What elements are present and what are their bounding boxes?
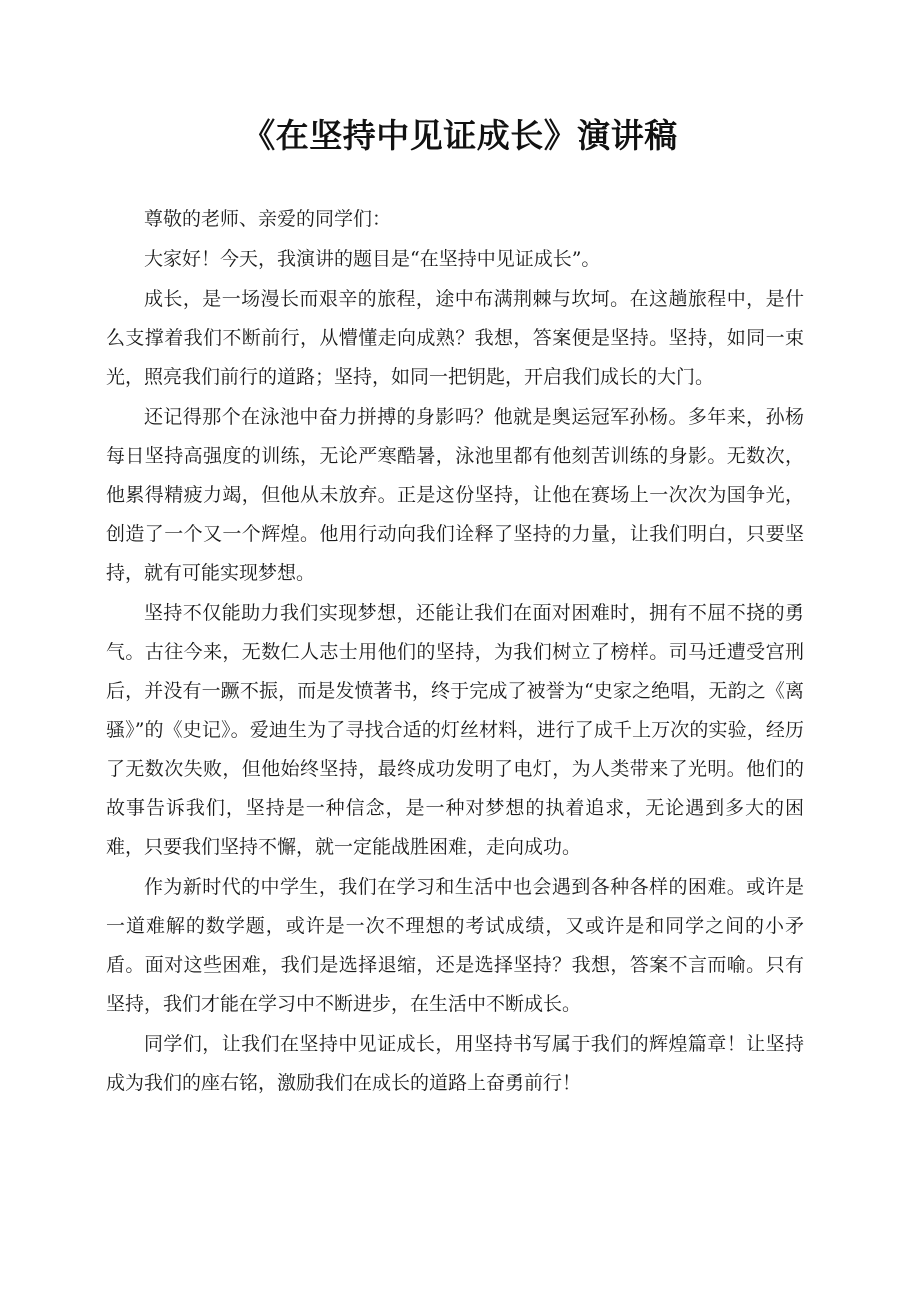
- paragraph: 作为新时代的中学生，我们在学习和生活中也会遇到各种各样的困难。或许是一道难解的数学题，或许是一次不理想的考试成绩，又或许是和同学之间的小矛盾。面对这些困难，我们是选择退缩，还是选择坚持？我想，答案不言而喻。只有坚持，我们才能在学习中不断进步，在生活中不断成长。: [106, 876, 804, 1015]
- paragraph-salutation: 尊敬的老师、亲爱的同学们：: [144, 208, 392, 230]
- paragraph: 坚持不仅能助力我们实现梦想，还能让我们在面对困难时，拥有不屈不挠的勇气。古往今来，无数仁人志士用他们的坚持，为我们树立了榜样。司马迁遭受宫刑后，并没有一蹶不振，而是发愤著书，终于完成了被誉为“史家之绝唱，无韵之《离骚》”的《史记》。爱迪生为了寻找合适的灯丝材料，进行了成千上万次的实验，经历了无数次失败，但他始终坚持，最终成功发明了电灯，为人类带来了光明。他们的故事告诉我们，坚持是一种信念，是一种对梦想的执着追求，无论遇到多大的困难，只要我们坚持不懈，就一定能战胜困难，走向成功。: [106, 602, 804, 858]
- paragraph-closing: 同学们，让我们在坚持中见证成长，用坚持书写属于我们的辉煌篇章！让坚持成为我们的座右铭，激励我们在成长的道路上奋勇前行！: [106, 1033, 804, 1094]
- paragraph: 还记得那个在泳池中奋力拼搏的身影吗？他就是奥运冠军孙杨。多年来，孙杨每日坚持高强度的训练，无论严寒酷暑，泳池里都有他刻苦训练的身影。无数次，他累得精疲力竭，但他从未放弃。正是这份坚持，让他在赛场上一次次为国争光，创造了一个又一个辉煌。他用行动向我们诠释了坚持的力量，让我们明白，只要坚持，就有可能实现梦想。: [106, 406, 804, 584]
- document-title: 《在坚持中见证成长》演讲稿: [242, 116, 678, 155]
- paragraph-greeting: 大家好！今天，我演讲的题目是“在坚持中见证成长”。: [144, 248, 601, 270]
- speech-body: [106, 200, 804, 1104]
- paragraph: 成长，是一场漫长而艰辛的旅程，途中布满荆棘与坎坷。在这趟旅程中，是什么支撑着我们不断前行，从懵懂走向成熟？我想，答案便是坚持。坚持，如同一束光，照亮我们前行的道路；坚持，如同一把钥匙，开启我们成长的大门。: [106, 288, 804, 388]
